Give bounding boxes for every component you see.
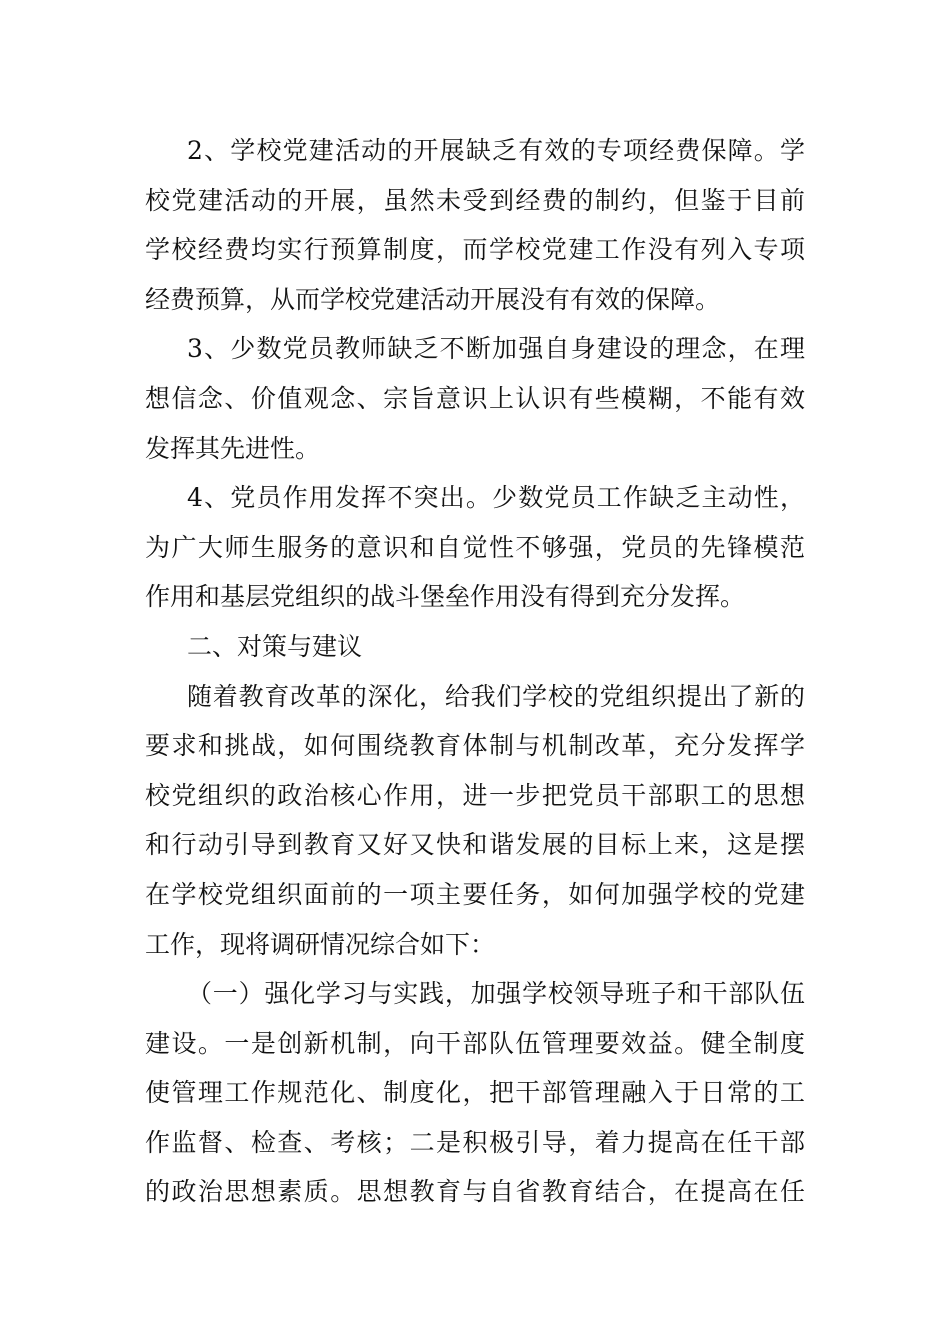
- text-line: 校党组织的政治核心作用，进一步把党员干部职工的思想: [145, 780, 805, 810]
- text-line: 随着教育改革的深化，给我们学校的党组织提出了新的: [187, 681, 805, 711]
- text-line: 经费预算，从而学校党建活动开展没有有效的保障。: [145, 284, 721, 314]
- text-line: 为广大师生服务的意识和自觉性不够强，党员的先锋模范: [145, 532, 805, 562]
- text-line: 要求和挑战，如何围绕教育体制与机制改革，充分发挥学: [145, 731, 805, 761]
- text-line: 校党建活动的开展，虽然未受到经费的制约，但鉴于目前: [145, 185, 805, 215]
- document-body: [145, 126, 805, 1217]
- text-line: 的政治思想素质。思想教育与自省教育结合，在提高在任: [145, 1177, 805, 1207]
- text-line: 工作，现将调研情况综合如下：: [145, 929, 496, 959]
- text-line: 在学校党组织面前的一项主要任务，如何加强学校的党建: [145, 879, 805, 909]
- text-line: 发挥其先进性。: [145, 433, 321, 463]
- text-line: 建设。一是创新机制，向干部队伍管理要效益。健全制度: [145, 1028, 805, 1058]
- text-line: 二、对策与建议: [187, 631, 363, 661]
- text-line: 和行动引导到教育又好又快和谐发展的目标上来，这是摆: [145, 830, 805, 860]
- text-line: （一）强化学习与实践，加强学校领导班子和干部队伍: [187, 979, 805, 1009]
- text-line: 使管理工作规范化、制度化，把干部管理融入于日常的工: [145, 1078, 805, 1108]
- text-line: 作监督、检查、考核；二是积极引导，着力提高在任干部: [145, 1127, 805, 1157]
- text-line: 作用和基层党组织的战斗堡垒作用没有得到充分发挥。: [145, 582, 746, 612]
- text-line: 学校经费均实行预算制度，而学校党建工作没有列入专项: [145, 235, 805, 265]
- text-line: 4、党员作用发挥不突出。少数党员工作缺乏主动性，: [187, 483, 805, 513]
- text-line: 3、少数党员教师缺乏不断加强自身建设的理念，在理: [187, 334, 805, 364]
- text-line: 想信念、价值观念、宗旨意识上认识有些模糊，不能有效: [145, 383, 805, 413]
- text-line: 2、学校党建活动的开展缺乏有效的专项经费保障。学: [187, 136, 805, 165]
